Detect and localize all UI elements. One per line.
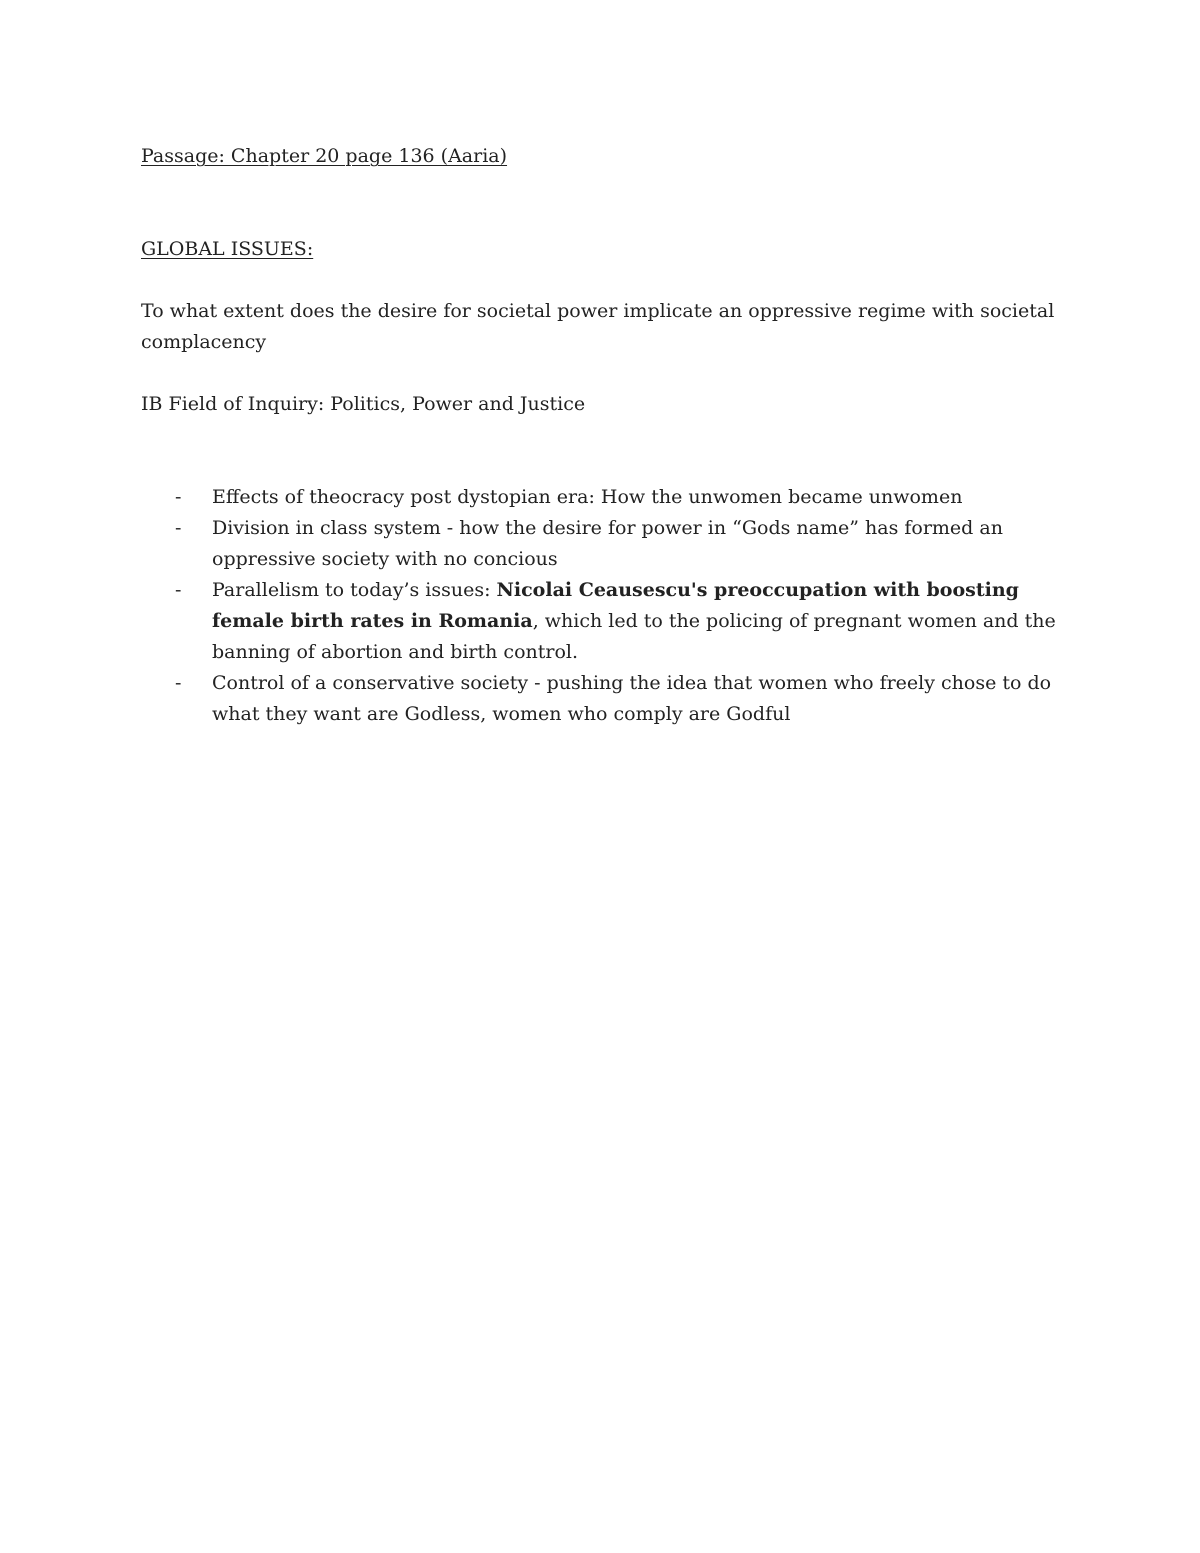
- spacer: [141, 420, 1066, 482]
- list-item: [141, 575, 1066, 668]
- bullet-bold-text: Nicolai Ceausescu's preoccupation with boosting female birth rates in Romania: [212, 579, 1019, 632]
- list-item: [141, 668, 1066, 730]
- bullet-text: Division in class system - how the desire for power in “Gods name” has formed an oppressive society with no concious: [212, 517, 1003, 570]
- document-body: [141, 141, 1066, 730]
- bullet-text: Control of a conservative society - pushing the idea that women who freely chose to do what they want are Godless, women who comply are Godful: [212, 672, 1052, 725]
- bullet-dash: -: [175, 486, 182, 508]
- field-of-inquiry: IB Field of Inquiry: Politics, Power and Justice: [141, 393, 586, 415]
- global-issues-heading: [141, 234, 1066, 265]
- spacer: [141, 358, 1066, 389]
- spacer: [141, 265, 1066, 296]
- spacer: [141, 172, 1066, 234]
- research-question: To what extent does the desire for societal power implicate an oppressive regime with societal complacency: [141, 300, 1055, 353]
- passage-text: Passage: Chapter 20 page 136 (Aaria): [141, 145, 508, 167]
- list-item: [141, 513, 1066, 575]
- bullet-list: [141, 482, 1066, 730]
- bullet-prefix: Parallelism to today’s issues:: [212, 579, 497, 601]
- global-issues-text: GLOBAL ISSUES:: [141, 238, 314, 260]
- bullet-text: Effects of theocracy post dystopian era: How the unwomen became unwomen: [212, 486, 963, 508]
- passage-line: [141, 141, 1066, 172]
- bullet-dash: -: [175, 672, 182, 694]
- bullet-dash: -: [175, 517, 182, 539]
- bullet-suffix: , which led to the policing of pregnant women and the banning of abortion and birth control.: [212, 610, 1056, 663]
- bullet-dash: -: [175, 579, 182, 601]
- list-item: [141, 482, 1066, 513]
